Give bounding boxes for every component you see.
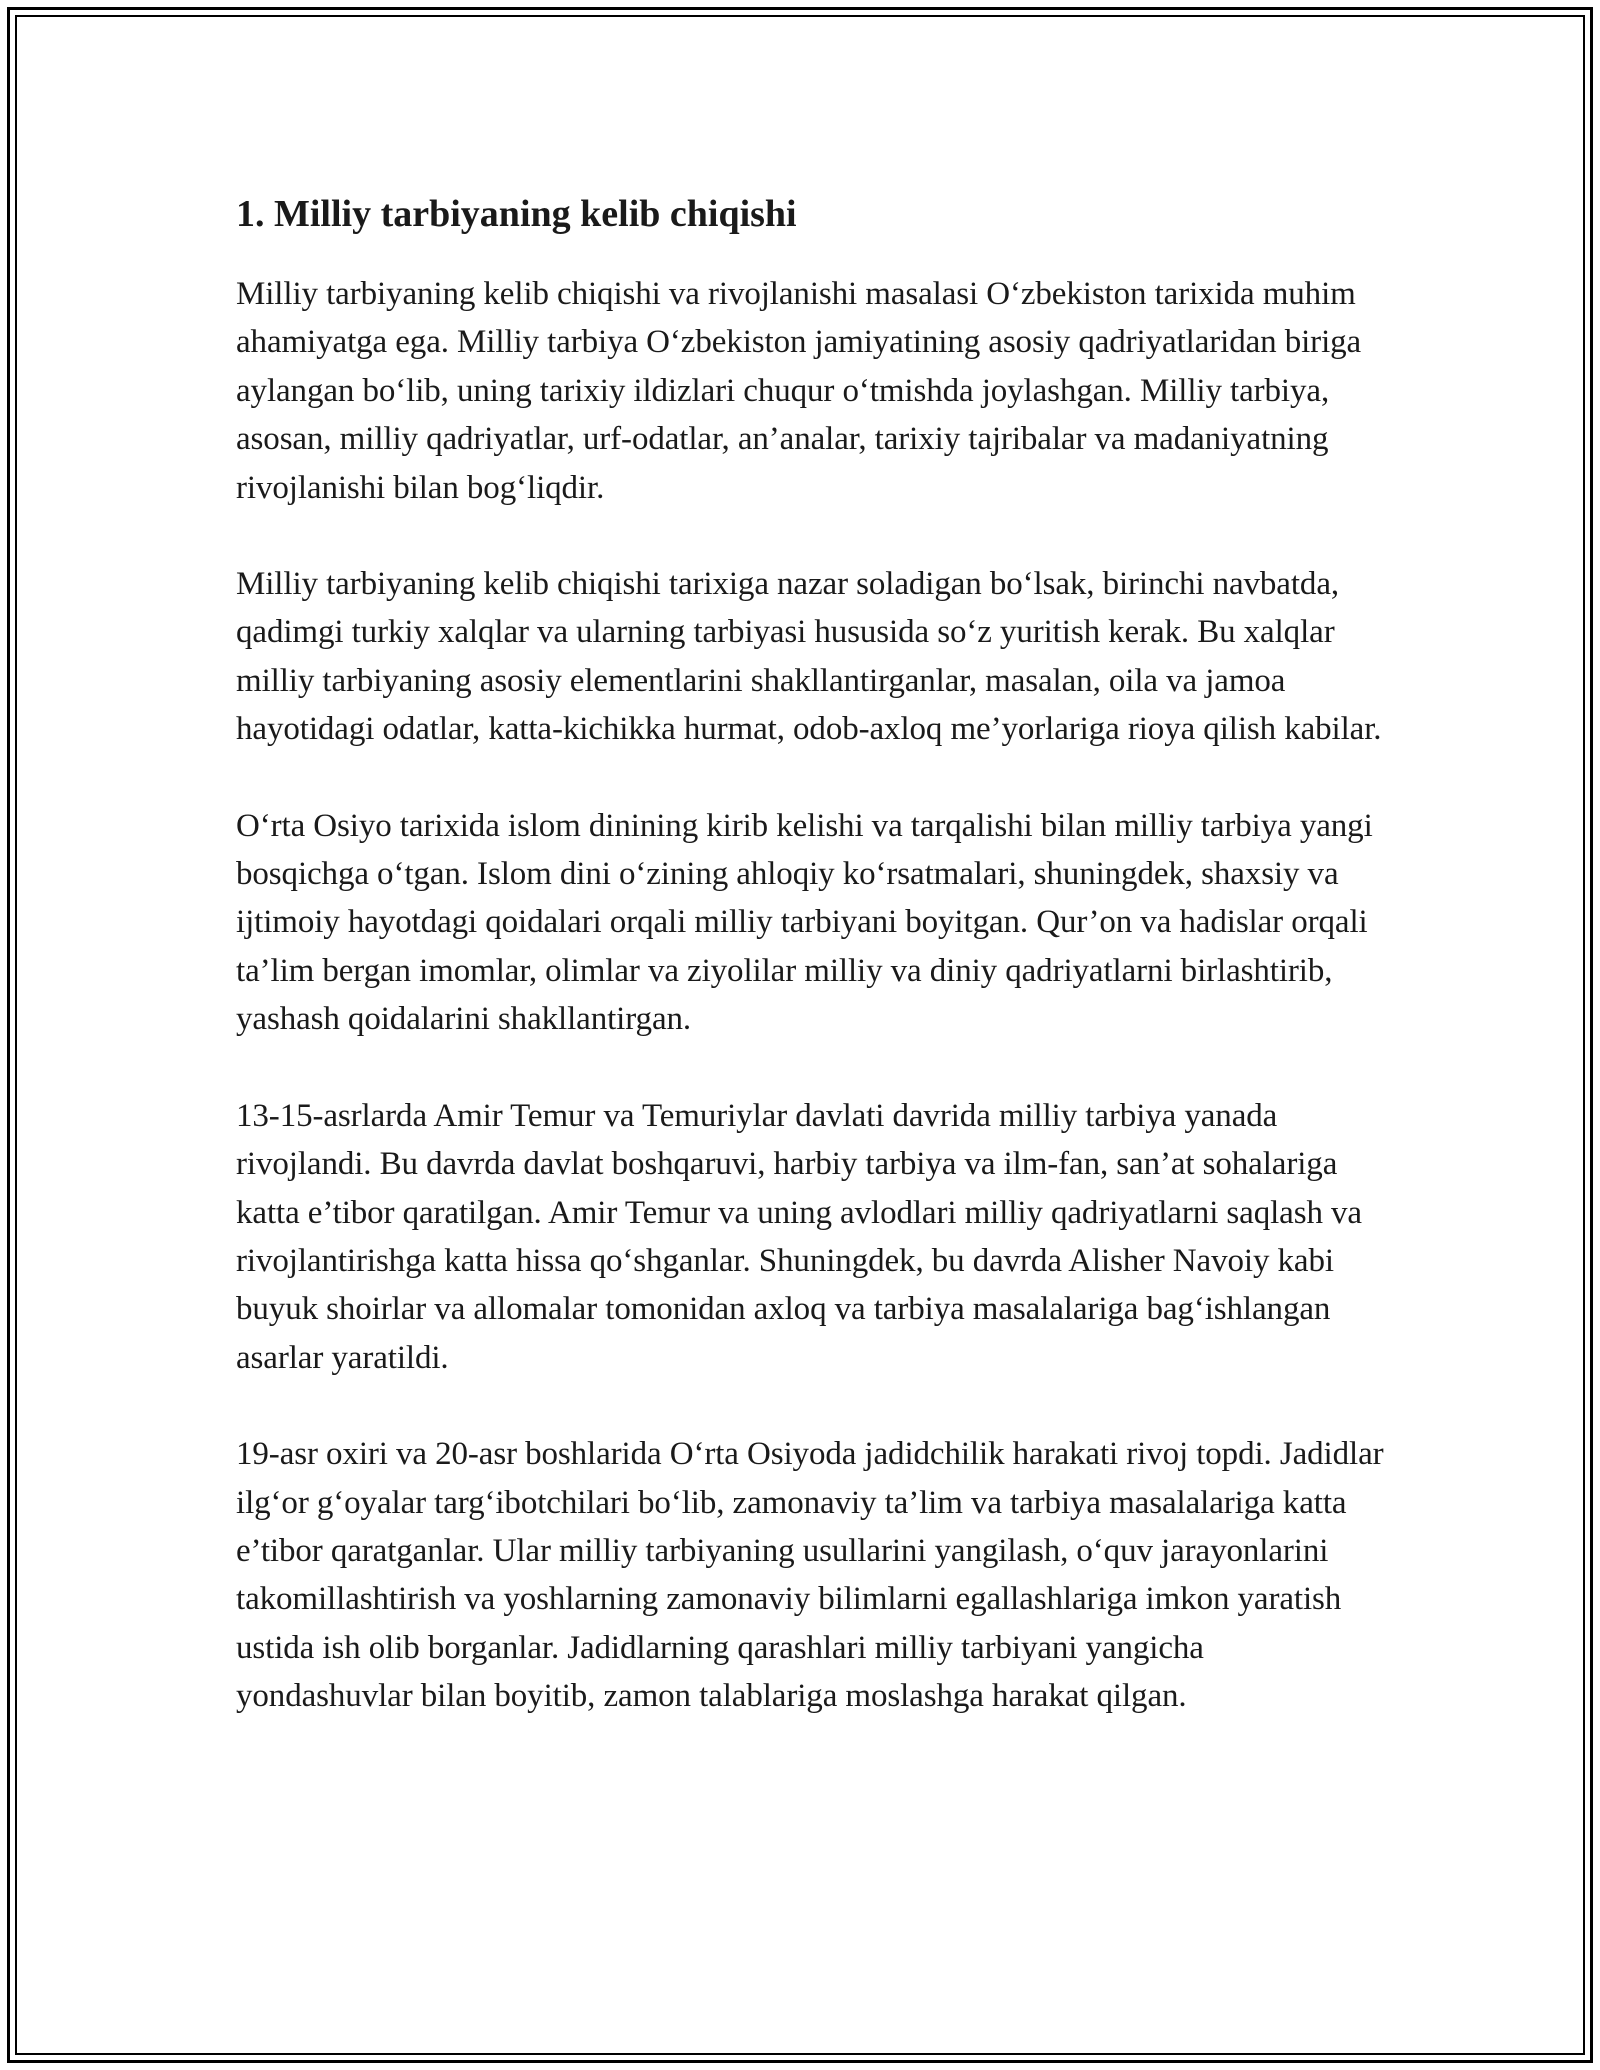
paragraph-1: Milliy tarbiyaning kelib chiqishi va rivojlanishi masalasi O‘zbekiston tarixida muhim ahamiyatga ega. Milliy tarbiya O‘zbekiston jamiyatining asosiy qadriyatlaridan biriga aylangan bo‘lib, uning tarixiy ildizlari chuqur o‘tmishda joylashgan. Milliy tarbiya, asosan, milliy qadriyatlar, urf-odatlar, an’analar, tarixiy tajribalar va madaniyatning rivojlanishi bilan bog‘liqdir.	[236, 276, 1362, 506]
paragraph-3: O‘rta Osiyo tarixida islom dinining kirib kelishi va tarqalishi bilan milliy tarbiya yangi bosqichga o‘tgan. Islom dini o‘zining ahloqiy ko‘rsatmalari, shuningdek, shaxsiy va ijtimoiy hayotdagi qoidalari orqali milliy tarbiyani boyitgan. Qur’on va hadislar orqali ta’lim bergan imomlar, olimlar va ziyolilar milliy va diniy qadriyatlarni birlashtirib, yashash qoidalarini shakllantirgan.	[236, 807, 1373, 1038]
paragraph-4: 13-15-asrlarda Amir Temur va Temuriylar davlati davrida milliy tarbiya yanada rivojlandi. Bu davrda davlat boshqaruvi, harbiy tarbiya va ilm-fan, san’at sohalariga katta e’tibor qaratilgan. Amir Temur va uning avlodlari milliy qadriyatlarni saqlash va rivojlantirishga katta hissa qo‘shganlar. Shuningdek, bu davrda Alisher Navoiy kabi buyuk shoirlar va allomalar tomonidan axloq va tarbiya masalalariga bag‘ishlangan asarlar yaratildi.	[236, 1097, 1362, 1376]
paragraph-5: 19-asr oxiri va 20-asr boshlarida O‘rta Osiyoda jadidchilik harakati rivoj topdi. Jadidlar ilg‘or g‘oyalar targ‘ibotchilari bo‘lib, zamonaviy ta’lim va tarbiya masalalariga katta e’tibor qaratganlar. Ular milliy tarbiyaning usullarini yangilash, o‘quv jarayonlarini takomillashtirish va yoshlarning zamonaviy bilimlarni egallashlariga imkon yaratish ustida ish olib borganlar. Jadidlarning qarashlari milliy tarbiyani yangicha yondashuvlar bilan boyitib, zamon talablariga moslashga harakat qilgan.	[236, 1436, 1384, 1715]
section-heading: 1. Milliy tarbiyaning kelib chiqishi	[236, 193, 797, 235]
document-body	[236, 188, 1386, 1769]
paragraph-2: Milliy tarbiyaning kelib chiqishi tarixiga nazar soladigan bo‘lsak, birinchi navbatda, qadimgi turkiy xalqlar va ularning tarbiyasi hususida so‘z yuritish kerak. Bu xalqlar milliy tarbiyaning asosiy elementlarini shakllantirganlar, masalan, oila va jamoa hayotidagi odatlar, katta-kichikka hurmat, odob-axloq me’yorlariga rioya qilish kabilar.	[236, 566, 1382, 748]
